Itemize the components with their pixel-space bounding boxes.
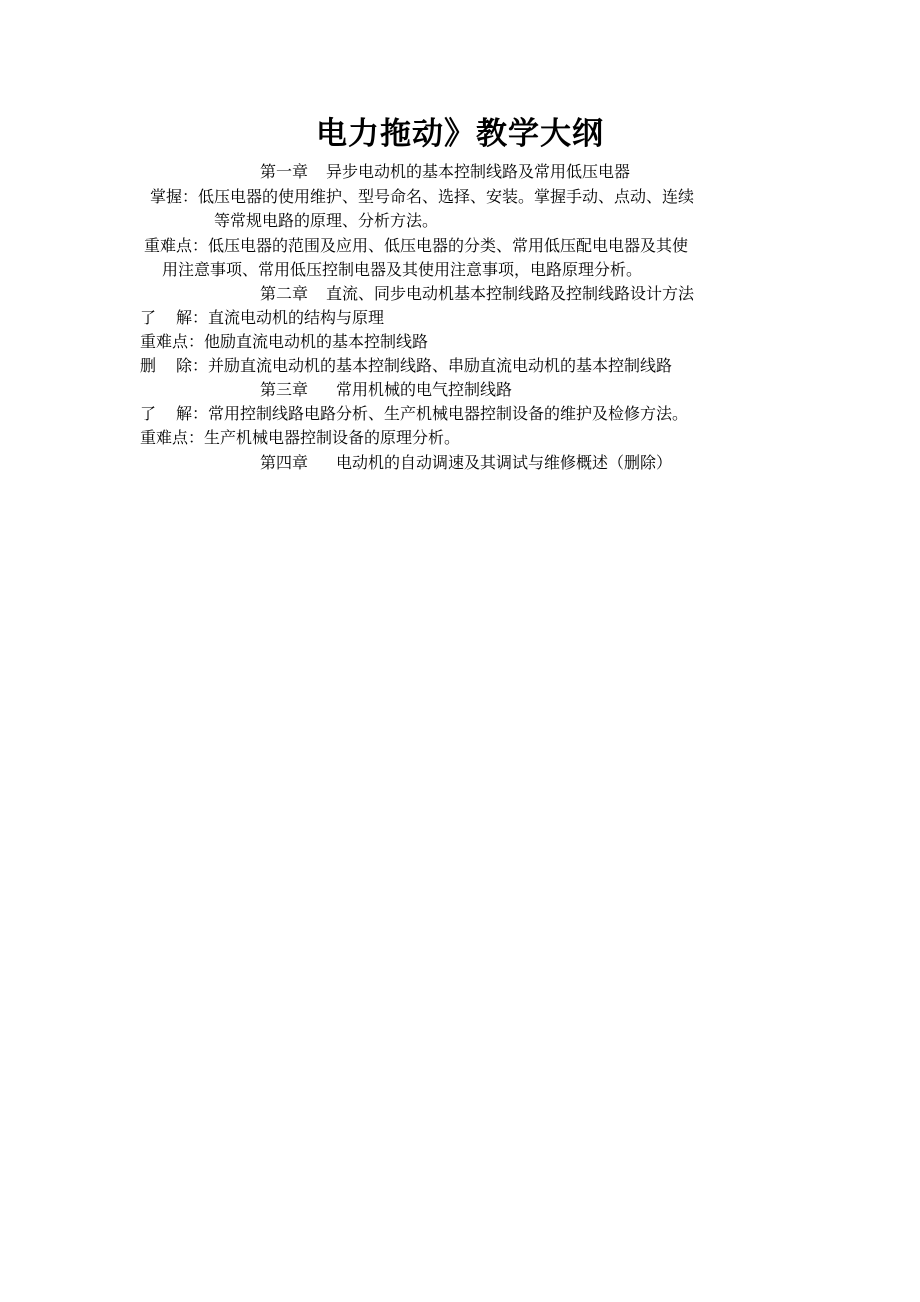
chapter-2-key-text: 他励直流电动机的基本控制线路 xyxy=(204,332,429,351)
chapter-2-understand-text: 直流电动机的结构与原理 xyxy=(208,308,385,327)
chapter-1-number: 第一章 xyxy=(260,162,309,181)
chapter-1-key-text-1: 低压电器的范围及应用、低压电器的分类、常用低压配电电器及其使 xyxy=(208,236,689,255)
chapter-3-key-text: 生产机械电器控制设备的原理分析。 xyxy=(204,428,461,447)
chapter-3-understand-text: 常用控制线路电路分析、生产机械电器控制设备的维护及检修方法。 xyxy=(208,404,689,423)
chapter-2-understand-line xyxy=(140,306,384,330)
chapter-3-understand-label-b: 解： xyxy=(176,404,209,423)
chapter-1-master-line-1 xyxy=(150,185,694,209)
chapter-1-key-line-1 xyxy=(144,234,688,258)
chapter-2-key-label: 重难点： xyxy=(140,332,205,351)
chapter-3-heading xyxy=(260,378,512,402)
chapter-2-delete-label-b: 除： xyxy=(176,356,209,375)
chapter-1-heading xyxy=(260,160,630,184)
chapter-2-heading xyxy=(260,282,694,306)
chapter-2-key-line xyxy=(140,330,428,354)
chapter-2-delete-line xyxy=(140,354,672,378)
chapter-2-delete-text: 并励直流电动机的基本控制线路、串励直流电动机的基本控制线路 xyxy=(208,356,673,375)
chapter-2-name: 直流、同步电动机基本控制线路及控制线路设计方法 xyxy=(326,284,695,303)
chapter-3-understand-line xyxy=(140,402,688,426)
document-title: 电力拖动》教学大纲 xyxy=(316,116,604,152)
chapter-4-name: 电动机的自动调速及其调试与维修概述（删除） xyxy=(336,453,673,472)
chapter-1-master-text-1: 低压电器的使用维护、型号命名、选择、安装。掌握手动、点动、连续 xyxy=(198,187,695,206)
chapter-2-delete-label-a: 删 xyxy=(140,356,157,375)
chapter-3-name: 常用机械的电气控制线路 xyxy=(336,380,513,399)
chapter-1-key-line-2: 用注意事项、常用低压控制电器及其使用注意事项，电路原理分析。 xyxy=(162,260,643,279)
chapter-2-understand-label-b: 解： xyxy=(176,308,209,327)
chapter-3-key-line xyxy=(140,426,460,450)
chapter-1-master-line-2: 等常规电路的原理、分析方法。 xyxy=(214,211,439,230)
chapter-3-key-label: 重难点： xyxy=(140,428,205,447)
chapter-3-understand-label-a: 了 xyxy=(140,404,157,423)
chapter-1-master-label: 掌握： xyxy=(150,187,199,206)
chapter-3-number: 第三章 xyxy=(260,380,309,399)
chapter-4-number: 第四章 xyxy=(260,453,309,472)
chapter-4-heading xyxy=(260,451,672,475)
chapter-2-understand-label-a: 了 xyxy=(140,308,157,327)
chapter-1-name: 异步电动机的基本控制线路及常用低压电器 xyxy=(326,162,631,181)
chapter-2-number: 第二章 xyxy=(260,284,309,303)
chapter-1-key-label: 重难点： xyxy=(144,236,209,255)
